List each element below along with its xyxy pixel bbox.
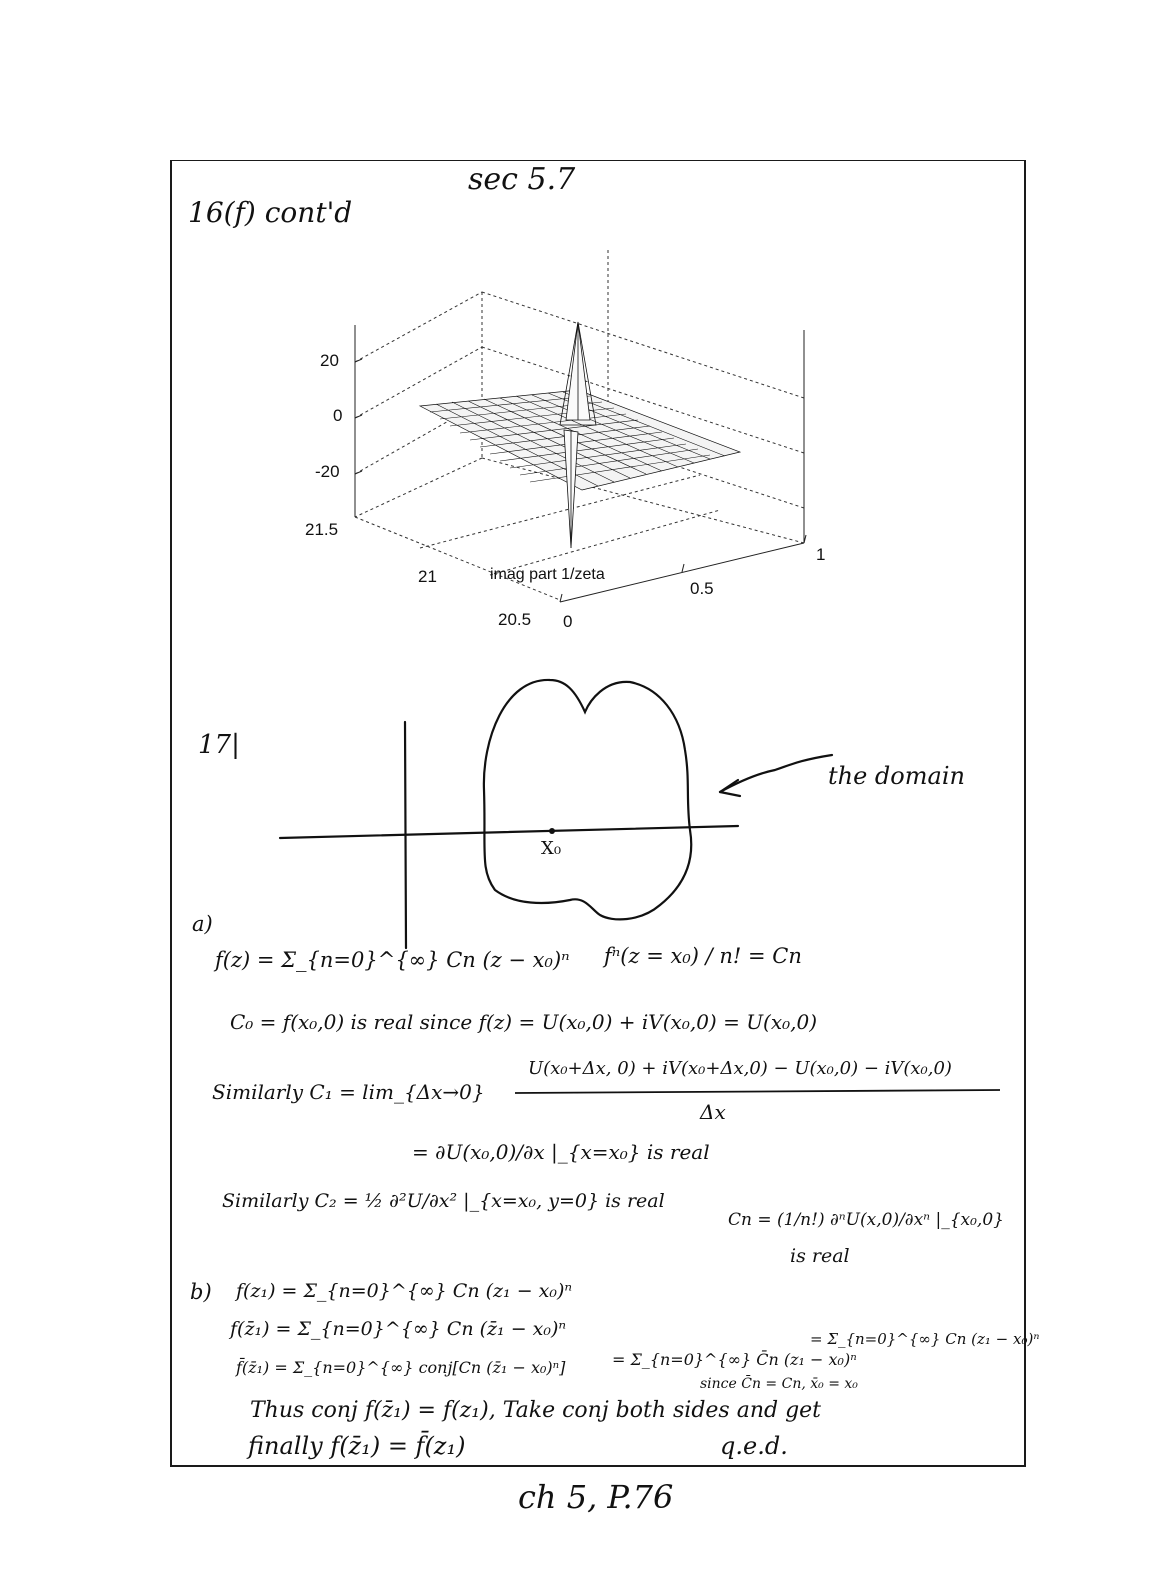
cn-real-note: is real [790, 1245, 850, 1267]
c1-derivative-line: = ∂U(x₀,0)/∂x |_{x=x₀} is real [412, 1140, 710, 1164]
z-tick-0: 0 [333, 406, 343, 425]
f-z1bar-series: f(z̄₁) = Σ_{n=0}^{∞} Cn (z̄₁ − x₀)ⁿ [230, 1318, 567, 1340]
z-tick-neg20: -20 [315, 462, 340, 481]
x-tick-1: 1 [816, 545, 826, 564]
z-tick-20: 20 [320, 351, 339, 370]
y-tick-21-5: 21.5 [305, 520, 339, 539]
c1-limit-numerator: U(x₀+Δx, 0) + iV(x₀+Δx,0) − U(x₀,0) − iV(x₀,0) [528, 1058, 952, 1079]
cn-general-formula: Cn = (1/n!) ∂ⁿU(x,0)/∂xⁿ |_{x₀,0} [728, 1210, 1004, 1230]
finally-line: finally f(z̄₁) = f̄(z₁) [248, 1432, 466, 1460]
conj-series-left: f̄(z̄₁) = Σ_{n=0}^{∞} conj[Cn (z̄₁ − x₀)ⁿ] [236, 1358, 566, 1377]
f-z1-series: f(z₁) = Σ_{n=0}^{∞} Cn (z₁ − x₀)ⁿ [236, 1280, 573, 1302]
plot-axis-label: imag part 1/zeta [490, 566, 605, 583]
coefficient-formula: fⁿ(z = x₀) / n! = Cn [604, 944, 802, 968]
thus-line: Thus conj f(z̄₁) = f(z₁), Take conj both sides and get [250, 1398, 822, 1423]
page-footer: ch 5, P.76 [518, 1478, 674, 1516]
part-b-marker: b) [190, 1280, 212, 1304]
c1-limit-left: Similarly C₁ = lim_{Δx→0} [212, 1080, 485, 1104]
x-tick-0: 0 [563, 612, 573, 631]
qed-mark: q.e.d. [720, 1432, 788, 1460]
part-a-marker: a) [192, 912, 213, 936]
point-x0-label: X₀ [541, 838, 562, 859]
conj-series-right: = Σ_{n=0}^{∞} Cn (z₁ − x₀)ⁿ [810, 1330, 1040, 1348]
c1-limit-denominator: Δx [700, 1100, 726, 1124]
conjugate-note: since C̄n = Cn, x̄₀ = x₀ [700, 1376, 858, 1392]
conj-series-mid: = Σ_{n=0}^{∞} C̄n (z₁ − x₀)ⁿ [612, 1350, 857, 1369]
domain-label: the domain [828, 762, 965, 790]
y-tick-20-5: 20.5 [498, 610, 532, 629]
section-heading: sec 5.7 [468, 162, 576, 197]
y-tick-21: 21 [418, 567, 437, 586]
problem-16-label: 16(f) cont'd [188, 196, 353, 229]
problem-17-label: 17| [198, 730, 240, 760]
series-expansion: f(z) = Σ_{n=0}^{∞} Cn (z − x₀)ⁿ [215, 948, 570, 972]
c2-line: Similarly C₂ = ½ ∂²U/∂x² |_{x=x₀, y=0} is real [222, 1190, 665, 1212]
c0-real-line: C₀ = f(x₀,0) is real since f(z) = U(x₀,0) + iV(x₀,0) = U(x₀,0) [230, 1010, 818, 1034]
x-tick-0-5: 0.5 [690, 579, 714, 598]
